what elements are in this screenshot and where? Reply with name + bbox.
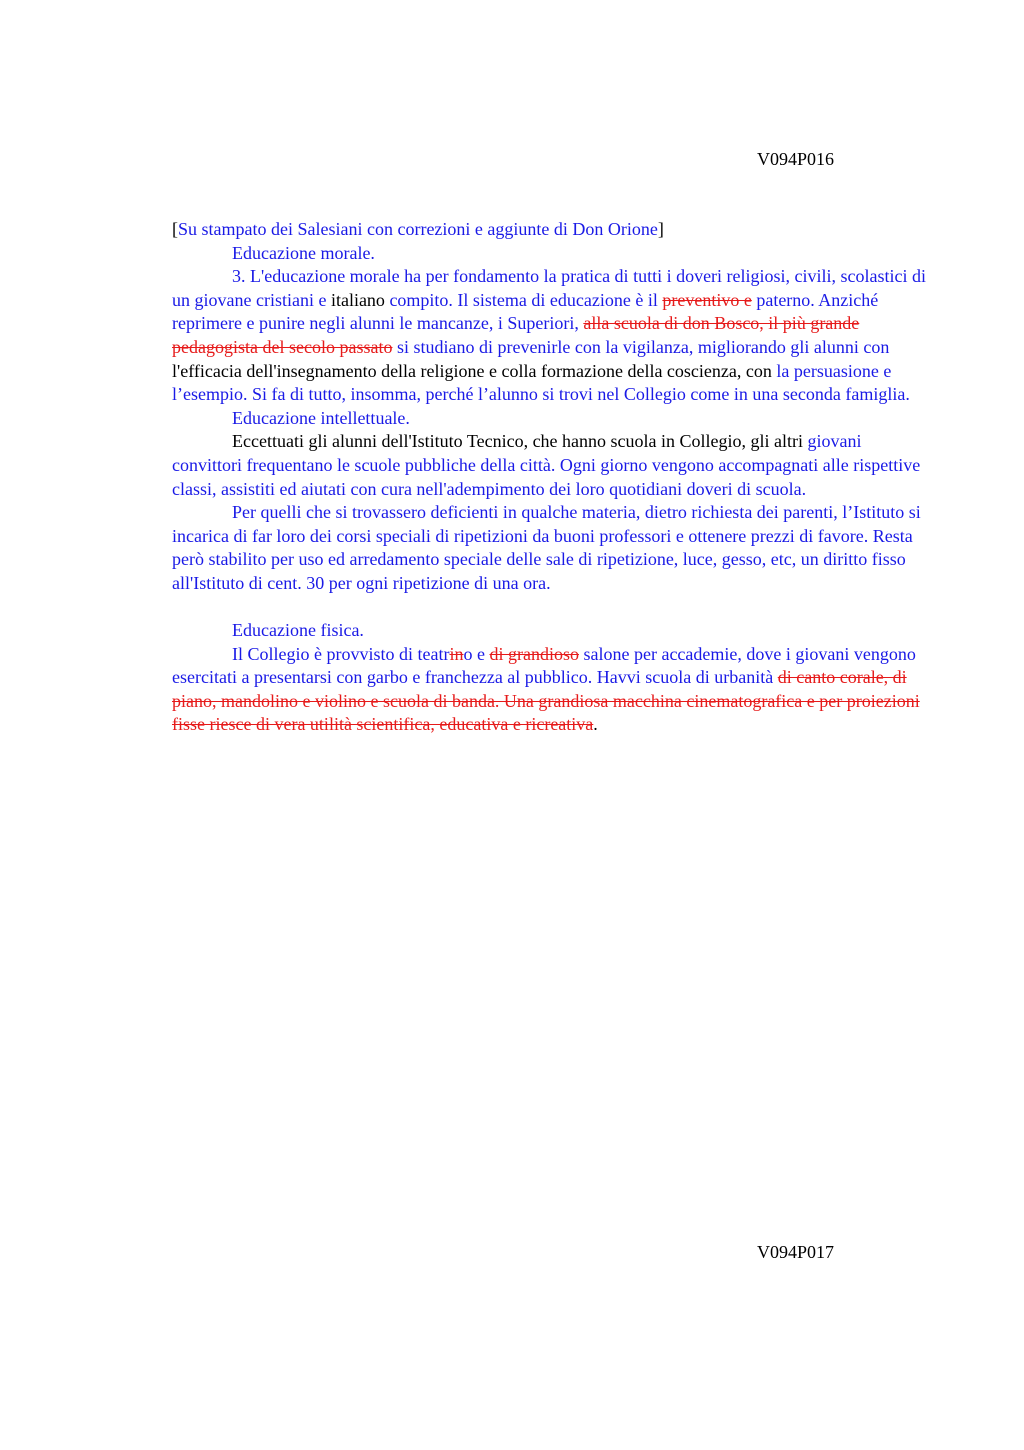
fisica-text-1: Il Collegio è provvisto di teatr <box>232 643 450 664</box>
paragraph-morale <box>172 265 932 407</box>
fisica-deletion-1: in <box>449 643 464 664</box>
intellettuale-text-2: giovani convittori frequentano le scuole pubbliche della città. Ogni giorno vengono accompagnati alle rispettive classi, assistiti ed aiutati con cura nell'adempimento dei loro quotidiani doveri di scuola. <box>172 431 921 499</box>
note-close-bracket: ] <box>657 219 664 239</box>
note-open-bracket: [ <box>172 219 178 239</box>
fisica-text-4: . <box>593 714 598 735</box>
fisica-text-3: salone per accademie, dove i giovani vengono esercitati a presentarsi con garbo e franchezza al pubblico. Havvi scuola di urbanità <box>172 643 916 688</box>
morale-text-3: compito. Il sistema di educazione è il <box>389 289 663 310</box>
editorial-note <box>172 218 932 242</box>
morale-text-2: italiano <box>330 289 390 310</box>
morale-text-1: 3. L'educazione morale ha per fondamento la pratica di tutti i doveri religiosi, civili, scolastici di un giovane cristiani e <box>172 266 927 310</box>
morale-text-5: si studiano di prevenirle con la vigilanza, migliorando gli alunni con <box>392 336 890 357</box>
note-text: Su stampato dei Salesiani con correzioni e aggiunte di Don Orione <box>178 219 658 239</box>
paragraph-fisica <box>172 643 932 737</box>
morale-text-7: la persuasione e l’esempio. Si fa di tutto, insomma, perché l’alunno si trovi nel Collegio come in una seconda famiglia. <box>172 360 910 405</box>
paragraph-intellettuale-2: Per quelli che si trovassero deficienti in qualche materia, dietro richiesta dei parenti, l’Istituto si incarica di far loro dei corsi speciali di ripetizioni da buoni professori e ottenere prezzi di favore. Resta però stabilito per uso ed arredamento speciale delle sale di ripetizione, luce, gesso, etc, un diritto fisso all'Istituto di cent. 30 per ogni ripetizione di una ora. <box>172 502 921 593</box>
paragraph-intellettuale-1 <box>172 430 932 501</box>
page-id-bottom: V094P017 <box>757 1242 835 1262</box>
heading-educazione-intellettuale: Educazione intellettuale. <box>232 407 410 428</box>
intellettuale-text-1: Eccettuati gli alunni dell'Istituto Tecnico, che hanno scuola in Collegio, gli altri <box>232 431 808 452</box>
document-body <box>172 218 932 737</box>
fisica-deletion-2: di grandioso <box>489 643 579 664</box>
morale-text-6: l'efficacia dell'insegnamento della religione e colla formazione della coscienza, con <box>172 360 777 381</box>
heading-educazione-fisica: Educazione fisica. <box>232 620 364 641</box>
morale-deletion-1: preventivo e <box>662 289 752 310</box>
morale-text-4: paterno. Anziché reprimere e punire negli alunni le mancanze, i Superiori, <box>172 289 879 334</box>
morale-deletion-2: alla scuola di don Bosco, il più grande pedagogista del secolo passato <box>172 313 860 357</box>
blank-line <box>172 596 932 620</box>
fisica-deletion-3: di canto corale, di piano, mandolino e violino e scuola di banda. Una grandiosa macchina cinematografica e per proiezioni fisse riesce di vera utilità scientifica, educativa e ricreativa <box>172 667 920 735</box>
heading-educazione-morale: Educazione morale. <box>232 242 375 263</box>
fisica-text-2: o e <box>463 643 490 664</box>
page-id-top: V094P016 <box>757 149 835 169</box>
